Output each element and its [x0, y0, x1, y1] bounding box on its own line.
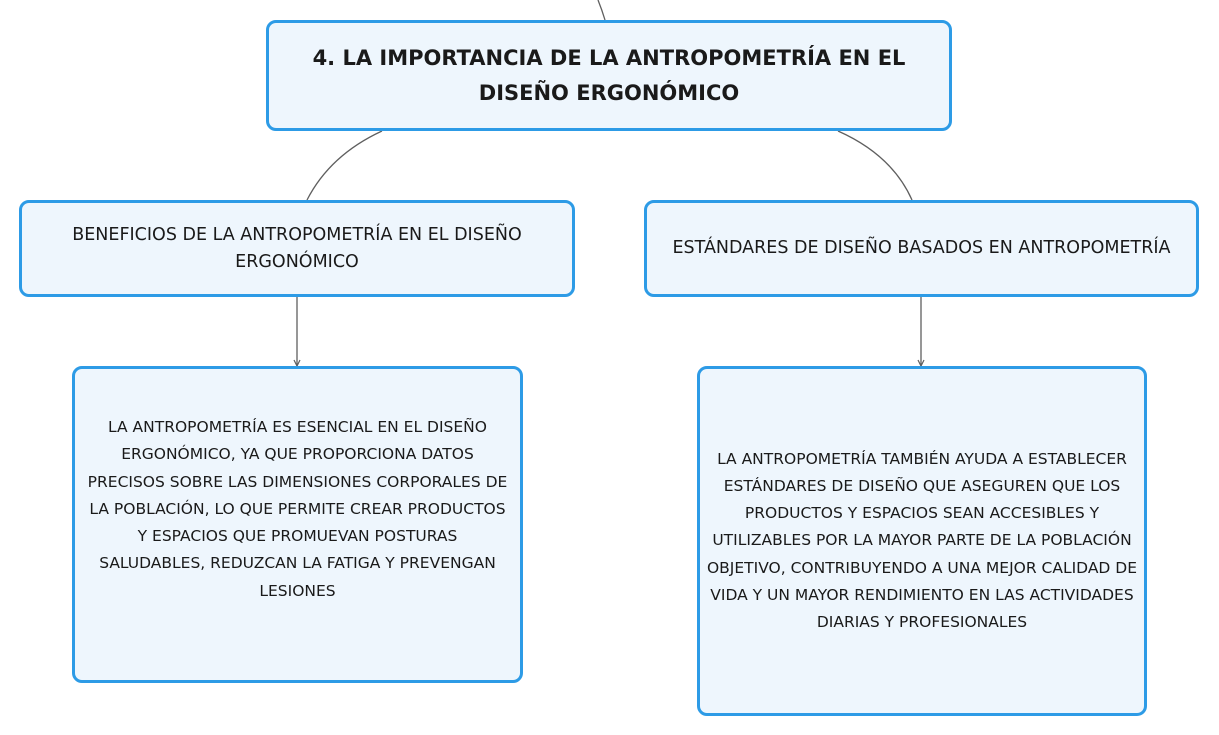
detail-node-beneficios[interactable] [72, 366, 523, 683]
connector-root-to-left-branch [307, 131, 382, 200]
root-topic-node[interactable] [266, 20, 952, 131]
detail-node-estandares[interactable] [697, 366, 1147, 716]
connector-root-to-right-branch [838, 131, 912, 200]
branch-node-estandares[interactable] [644, 200, 1199, 297]
connector-parent-to-root [598, 0, 605, 20]
detail-text-beneficios: LA ANTROPOMETRÍA ES ESENCIAL EN EL DISEÑO ERGONÓMICO, YA QUE PROPORCIONA DATOS PRECISOS SOBRE LAS DIMENSIONES CORPORALES DE LA POBLACIÓN, LO QUE PERMITE CREAR PRODUCTOS Y ESPACIOS QUE PROMUEVAN POSTURAS SALUDABLES, REDUZCAN LA FATIGA Y PREVENGAN LESIONES [87, 418, 508, 600]
detail-text-estandares: LA ANTROPOMETRÍA TAMBIÉN AYUDA A ESTABLECER ESTÁNDARES DE DISEÑO QUE ASEGUREN QUE LOS PRODUCTOS Y ESPACIOS SEAN ACCESIBLES Y UTILIZABLES POR LA MAYOR PARTE DE LA POBLACIÓN OBJETIVO, CONTRIBUYENDO A UNA MEJOR CALIDAD DE VIDA Y UN MAYOR RENDIMIENTO EN LAS ACTIVIDADES DIARIAS Y PROFESIONALES [706, 449, 1138, 631]
branch-label-estandares: ESTÁNDARES DE DISEÑO BASADOS EN ANTROPOMETRÍA [672, 238, 1171, 258]
root-topic-title: 4. LA IMPORTANCIA DE LA ANTROPOMETRÍA EN EL DISEÑO ERGONÓMICO [312, 45, 906, 105]
branch-node-beneficios[interactable] [19, 200, 575, 297]
branch-label-beneficios: BENEFICIOS DE LA ANTROPOMETRÍA EN EL DISEÑO ERGONÓMICO [72, 224, 522, 272]
